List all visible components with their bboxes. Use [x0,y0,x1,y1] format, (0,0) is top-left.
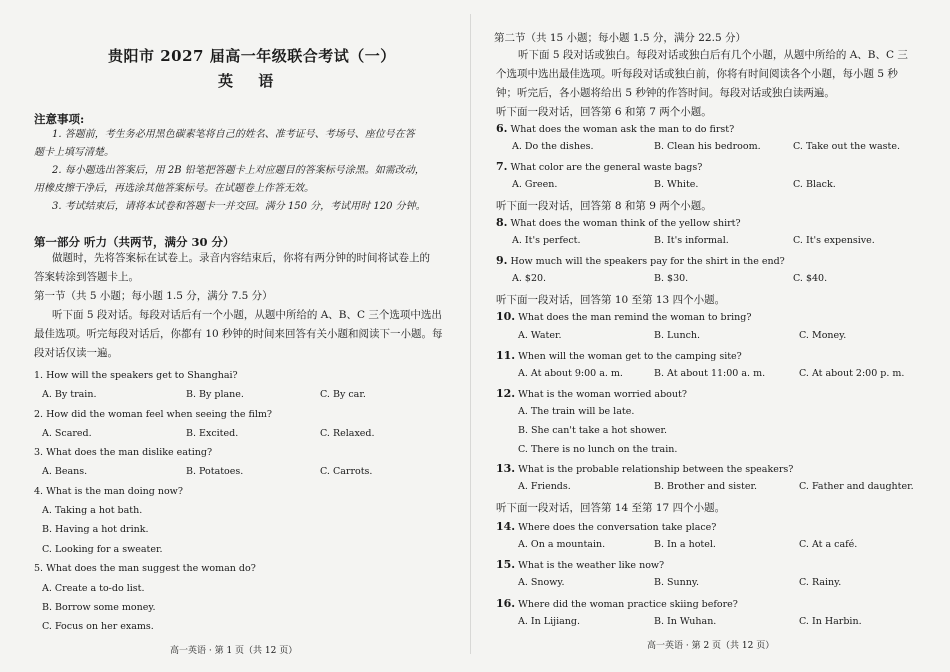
page-1 [30,0,450,672]
question-5: 5. What does the man suggest the woman do? [34,563,256,574]
page-2 [492,0,924,672]
question-text: What is the weather like now? [518,560,665,571]
question-number: 10. [496,310,516,323]
notice-line: 题卡上填写清楚。 [34,147,114,158]
question-number: 6. [496,122,508,135]
question-10 [496,310,751,323]
option-a: A. On a mountain. [518,539,606,550]
option-b: B. Excited. [186,428,239,439]
question-text: How much will the speakers pay for the shirt in the end? [510,256,785,267]
option-c: C. At a café. [799,539,858,550]
section1-intro: 听下面 5 段对话。每段对话后有一个小题，从题中所给的 A、B、C 三个选项中选出 [52,309,442,321]
question-text: What does the woman think of the yellow shirt? [510,218,741,229]
question-number: 13. [496,462,516,475]
option-a: A. It's perfect. [512,235,581,246]
question-3: 3. What does the man dislike eating? [34,447,213,458]
option-a: A. $20. [512,273,547,284]
question-text: What is the woman worried about? [518,389,687,400]
question-number: 11. [496,349,516,362]
question-text: What does the woman ask the man to do first? [510,124,735,135]
option-b: B. Brother and sister. [654,481,758,492]
question-9 [496,254,785,267]
option-c: C. Relaxed. [320,428,375,439]
question-2: 2. How did the woman feel when seeing the film? [34,409,272,420]
question-text: Where does the conversation take place? [518,522,717,533]
option-c: C. Father and daughter. [799,481,914,492]
question-number: 9. [496,254,508,267]
section2-title: 第二节（共 15 小题；每小题 1.5 分，满分 22.5 分） [494,32,746,44]
question-number: 7. [496,160,508,173]
option-c: C. It's expensive. [793,235,875,246]
exam-subject: 英 语 [218,72,284,90]
option-a: A. Beans. [42,466,88,477]
page-divider [470,14,471,654]
option-c: C. In Harbin. [799,616,862,627]
option-b: B. It's informal. [654,235,729,246]
question-number: 15. [496,558,516,571]
question-7 [496,160,702,173]
question-14 [496,520,716,533]
option-c: C. Rainy. [799,577,842,588]
question-8 [496,216,741,229]
part1-title: 第一部分 听力（共两节，满分 30 分） [34,235,235,249]
option-b: B. White. [654,179,699,190]
option-a: A. Do the dishes. [512,141,594,152]
option-c: C. Focus on her exams. [42,621,154,632]
notice-line: 1. 答题前，考生务必用黑色碳素笔将自己的姓名、准考证号、考场号、座位号在答 [52,129,415,140]
option-c: C. Take out the waste. [793,141,901,152]
option-b: B. At about 11:00 a. m. [654,368,766,379]
question-number: 12. [496,387,516,400]
option-c: C. Looking for a sweater. [42,544,163,555]
option-b: B. Lunch. [654,330,701,341]
option-a: A. Taking a hot bath. [42,505,143,516]
question-number: 8. [496,216,508,229]
option-a: A. At about 9:00 a. m. [518,368,623,379]
question-text: Where did the woman practice skiing before? [518,599,738,610]
listen-instruction: 听下面一段对话，回答第 6 和第 7 两个小题。 [496,106,712,118]
option-b: B. Sunny. [654,577,700,588]
option-a: A. In Lijiang. [518,616,581,627]
listen-instruction: 听下面一段对话，回答第 10 至第 13 四个小题。 [496,294,726,306]
section2-intro: 钟；听完后，各小题将给出 5 秒钟的作答时间。每段对话或独白读两遍。 [496,87,835,99]
question-13 [496,462,793,475]
option-c: C. There is no lunch on the train. [518,444,678,455]
option-b: B. Having a hot drink. [42,524,149,535]
option-a: A. Snowy. [518,577,565,588]
question-15 [496,558,664,571]
option-b: B. Clean his bedroom. [654,141,761,152]
question-16 [496,597,738,610]
question-11 [496,349,742,362]
option-a: A. Water. [518,330,562,341]
question-12 [496,387,687,400]
question-text: What color are the general waste bags? [510,162,703,173]
option-a: A. Create a to-do list. [42,583,145,594]
option-c: C. Black. [793,179,836,190]
question-number: 14. [496,520,516,533]
option-b: B. She can't take a hot shower. [518,425,668,436]
exam-title: 贵阳市 2027 届高一年级联合考试（一） [108,47,396,65]
option-b: B. By plane. [186,389,244,400]
part1-intro: 答案转涂到答题卡上。 [34,271,139,283]
listen-instruction: 听下面一段对话，回答第 8 和第 9 两个小题。 [496,200,712,212]
question-text: When will the woman get to the camping site? [518,351,742,362]
question-4: 4. What is the man doing now? [34,486,183,497]
option-c: C. Carrots. [320,466,373,477]
notice-line: 用橡皮擦干净后，再选涂其他答案标号。在试题卷上作答无效。 [34,183,314,194]
option-a: A. Scared. [42,428,92,439]
notice-line: 2. 每小题选出答案后，用 2B 铅笔把答题卡上对应题目的答案标号涂黑。如需改动， [52,165,425,176]
option-b: B. In Wuhan. [654,616,717,627]
option-a: A. Friends. [518,481,571,492]
listen-instruction: 听下面一段对话，回答第 14 至第 17 四个小题。 [496,502,726,514]
option-c: C. $40. [793,273,828,284]
section2-intro: 听下面 5 段对话或独白。每段对话或独白后有几个小题，从题中所给的 A、B、C 三 [518,49,908,61]
option-a: A. By train. [42,389,97,400]
option-c: C. Money. [799,330,847,341]
section1-intro: 最佳选项。听完每段对话后，你都有 10 秒钟的时间来回答有关小题和阅读下一小题。每 [34,328,443,340]
section1-intro: 段对话仅读一遍。 [34,347,118,359]
notice-title: 注意事项: [34,112,85,126]
question-text: What does the man remind the woman to bring? [518,312,752,323]
question-text: What is the probable relationship between the speakers? [518,464,794,475]
option-c: C. By car. [320,389,366,400]
option-a: A. The train will be late. [518,406,635,417]
option-b: B. In a hotel. [654,539,716,550]
option-a: A. Green. [512,179,558,190]
part1-intro: 做题时，先将答案标在试卷上。录音内容结束后，你将有两分钟的时间将试卷上的 [52,252,430,264]
notice-line: 3. 考试结束后，请将本试卷和答题卡一并交回。满分 150 分，考试用时 120 分钟。 [52,201,426,212]
option-b: B. Potatoes. [186,466,244,477]
option-c: C. At about 2:00 p. m. [799,368,905,379]
option-b: B. $30. [654,273,689,284]
section2-intro: 个选项中选出最佳选项。听每段对话或独白前，你将有时间阅读各个小题，每小题 5 秒 [496,68,898,80]
page-footer: 高一英语 · 第 1 页（共 12 页） [170,646,298,656]
question-6 [496,122,734,135]
question-1: 1. How will the speakers get to Shanghai? [34,370,238,381]
question-number: 16. [496,597,516,610]
section1-title: 第一节（共 5 小题；每小题 1.5 分，满分 7.5 分） [34,290,273,302]
option-b: B. Borrow some money. [42,602,156,613]
page-footer: 高一英语 · 第 2 页（共 12 页） [647,641,775,651]
